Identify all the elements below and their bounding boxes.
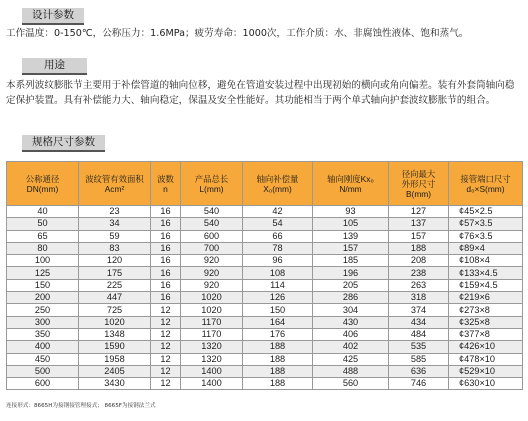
table-cell: 16 (151, 279, 181, 291)
footer-note: 连接形式：8665H为接钢接管理接式； 8665F为接钢法兰式 (6, 403, 156, 409)
table-cell: 127 (389, 206, 449, 218)
table-cell: 560 (313, 378, 389, 390)
table-cell: 16 (151, 292, 181, 304)
table-cell: 150 (7, 279, 79, 291)
table-cell: 746 (389, 378, 449, 390)
table-cell: 34 (79, 218, 151, 230)
table-cell: 1170 (181, 316, 243, 328)
table-cell: 16 (151, 218, 181, 230)
table-cell: 54 (243, 218, 313, 230)
table-cell: 100 (7, 255, 79, 267)
table-cell: 185 (313, 255, 389, 267)
table-cell: 1170 (181, 328, 243, 340)
table-row (7, 365, 523, 377)
spec-column-header: 产品总长 L(mm) (181, 162, 243, 206)
table-cell: 406 (313, 328, 389, 340)
table-cell: ¢325×8 (449, 316, 523, 328)
spec-column-header: 轴向刚度Kx₀ N/mm (313, 162, 389, 206)
table-cell: 500 (7, 365, 79, 377)
table-cell: 1320 (181, 341, 243, 353)
table-cell: 96 (243, 255, 313, 267)
table-cell: 225 (79, 279, 151, 291)
spec-column-header: 接管端口尺寸 d₀×S(mm) (449, 162, 523, 206)
table-cell: 535 (389, 341, 449, 353)
table-cell: 78 (243, 242, 313, 254)
table-cell: 80 (7, 242, 79, 254)
usage-heading: 用途 (22, 58, 87, 75)
table-cell: ¢76×3.5 (449, 230, 523, 242)
table-cell: 137 (389, 218, 449, 230)
table-cell: 920 (181, 279, 243, 291)
table-cell: 50 (7, 218, 79, 230)
table-cell: 488 (313, 365, 389, 377)
table-cell: ¢57×3.5 (449, 218, 523, 230)
table-row (7, 218, 523, 230)
table-cell: 1020 (79, 316, 151, 328)
table-cell: 1020 (181, 304, 243, 316)
table-cell: 304 (313, 304, 389, 316)
table-cell: 286 (313, 292, 389, 304)
design-params-heading: 设计参数 (22, 8, 84, 25)
table-cell: 42 (243, 206, 313, 218)
usage-text: 本系列波纹膨胀节主要用于补偿管道的轴向位移，避免在管道安装过程中出现初始的横向或角向偏差。装有外套筒轴向稳定保护装置。具有补偿能力大、轴向稳定，保温及安全性能好。其功能相当于两个单式轴向护套波纹膨胀节的组合。 (6, 80, 515, 106)
table-row (7, 328, 523, 340)
spec-column-header: 公称通径 DN(mm) (7, 162, 79, 206)
table-cell: 150 (243, 304, 313, 316)
table-cell: 157 (389, 230, 449, 242)
table-cell: 725 (79, 304, 151, 316)
table-cell: 188 (243, 353, 313, 365)
table-cell: ¢45×2.5 (449, 206, 523, 218)
table-cell: 188 (243, 378, 313, 390)
table-cell: 1400 (181, 365, 243, 377)
table-cell: ¢426×10 (449, 341, 523, 353)
table-cell: 188 (243, 365, 313, 377)
table-cell: 126 (243, 292, 313, 304)
spec-table-body (7, 206, 523, 390)
table-cell: ¢133×4.5 (449, 267, 523, 279)
table-cell: ¢630×10 (449, 378, 523, 390)
table-cell: 176 (243, 328, 313, 340)
table-cell: 12 (151, 353, 181, 365)
table-cell: 12 (151, 316, 181, 328)
table-cell: 83 (79, 242, 151, 254)
table-cell: 920 (181, 255, 243, 267)
table-cell: 114 (243, 279, 313, 291)
table-cell: 16 (151, 255, 181, 267)
table-cell: 16 (151, 267, 181, 279)
table-cell: 59 (79, 230, 151, 242)
table-row (7, 378, 523, 390)
table-cell: 1320 (181, 353, 243, 365)
spec-table-header-row (7, 162, 523, 206)
table-cell: 105 (313, 218, 389, 230)
table-cell: ¢273×8 (449, 304, 523, 316)
table-row (7, 353, 523, 365)
table-row (7, 316, 523, 328)
table-cell: 200 (7, 292, 79, 304)
table-cell: 12 (151, 341, 181, 353)
table-cell: 540 (181, 218, 243, 230)
table-cell: 120 (79, 255, 151, 267)
table-cell: 484 (389, 328, 449, 340)
table-cell: 196 (313, 267, 389, 279)
table-cell: 430 (313, 316, 389, 328)
spec-column-header: 径向最大 外形尺寸 B(mm) (389, 162, 449, 206)
table-cell: 425 (313, 353, 389, 365)
table-cell: 447 (79, 292, 151, 304)
table-cell: 66 (243, 230, 313, 242)
table-cell: 108 (243, 267, 313, 279)
table-cell: 1400 (181, 378, 243, 390)
table-cell: 125 (7, 267, 79, 279)
table-row (7, 279, 523, 291)
spec-column-header: 波纹管有效面积 Acm² (79, 162, 151, 206)
table-cell: 636 (389, 365, 449, 377)
table-cell: 350 (7, 328, 79, 340)
table-cell: 2405 (79, 365, 151, 377)
table-row (7, 341, 523, 353)
table-cell: 164 (243, 316, 313, 328)
table-cell: 188 (243, 341, 313, 353)
table-cell: 450 (7, 353, 79, 365)
table-cell: 300 (7, 316, 79, 328)
table-cell: 374 (389, 304, 449, 316)
table-cell: 250 (7, 304, 79, 316)
table-cell: 585 (389, 353, 449, 365)
table-cell: 93 (313, 206, 389, 218)
table-cell: 238 (389, 267, 449, 279)
table-cell: 402 (313, 341, 389, 353)
table-cell: 3430 (79, 378, 151, 390)
table-cell: ¢89×4 (449, 242, 523, 254)
table-cell: 157 (313, 242, 389, 254)
table-cell: 263 (389, 279, 449, 291)
spec-table (6, 161, 523, 390)
table-cell: 12 (151, 304, 181, 316)
table-cell: 1590 (79, 341, 151, 353)
table-cell: ¢529×10 (449, 365, 523, 377)
table-row (7, 304, 523, 316)
table-cell: 1020 (181, 292, 243, 304)
table-row (7, 206, 523, 218)
table-cell: 208 (389, 255, 449, 267)
table-cell: 12 (151, 328, 181, 340)
table-cell: 16 (151, 242, 181, 254)
table-row (7, 255, 523, 267)
table-cell: 23 (79, 206, 151, 218)
table-row (7, 242, 523, 254)
table-cell: 700 (181, 242, 243, 254)
table-cell: 40 (7, 206, 79, 218)
table-cell: 920 (181, 267, 243, 279)
table-cell: 1348 (79, 328, 151, 340)
table-cell: 1958 (79, 353, 151, 365)
table-cell: ¢108×4 (449, 255, 523, 267)
table-cell: ¢159×4.5 (449, 279, 523, 291)
table-cell: 16 (151, 206, 181, 218)
table-cell: 65 (7, 230, 79, 242)
table-cell: 16 (151, 230, 181, 242)
table-row (7, 292, 523, 304)
table-row (7, 230, 523, 242)
table-cell: 175 (79, 267, 151, 279)
spec-column-header: 轴向补偿量 X₀(mm) (243, 162, 313, 206)
table-cell: 188 (389, 242, 449, 254)
table-cell: ¢219×6 (449, 292, 523, 304)
spec-heading: 规格尺寸参数 (22, 135, 105, 152)
design-params-text: 工作温度：0-150℃，公称压力：1.6MPa；疲劳寿命：1000次，工作介质：水、非腐蚀性液体、饱和蒸气。 (6, 28, 469, 39)
table-cell: 600 (181, 230, 243, 242)
table-cell: 12 (151, 378, 181, 390)
table-row (7, 267, 523, 279)
table-cell: 540 (181, 206, 243, 218)
table-cell: 400 (7, 341, 79, 353)
spec-column-header: 波数 n (151, 162, 181, 206)
table-cell: 205 (313, 279, 389, 291)
table-cell: 600 (7, 378, 79, 390)
table-cell: 434 (389, 316, 449, 328)
table-cell: 139 (313, 230, 389, 242)
table-cell: ¢478×10 (449, 353, 523, 365)
table-cell: ¢377×8 (449, 328, 523, 340)
table-cell: 318 (389, 292, 449, 304)
table-cell: 12 (151, 365, 181, 377)
